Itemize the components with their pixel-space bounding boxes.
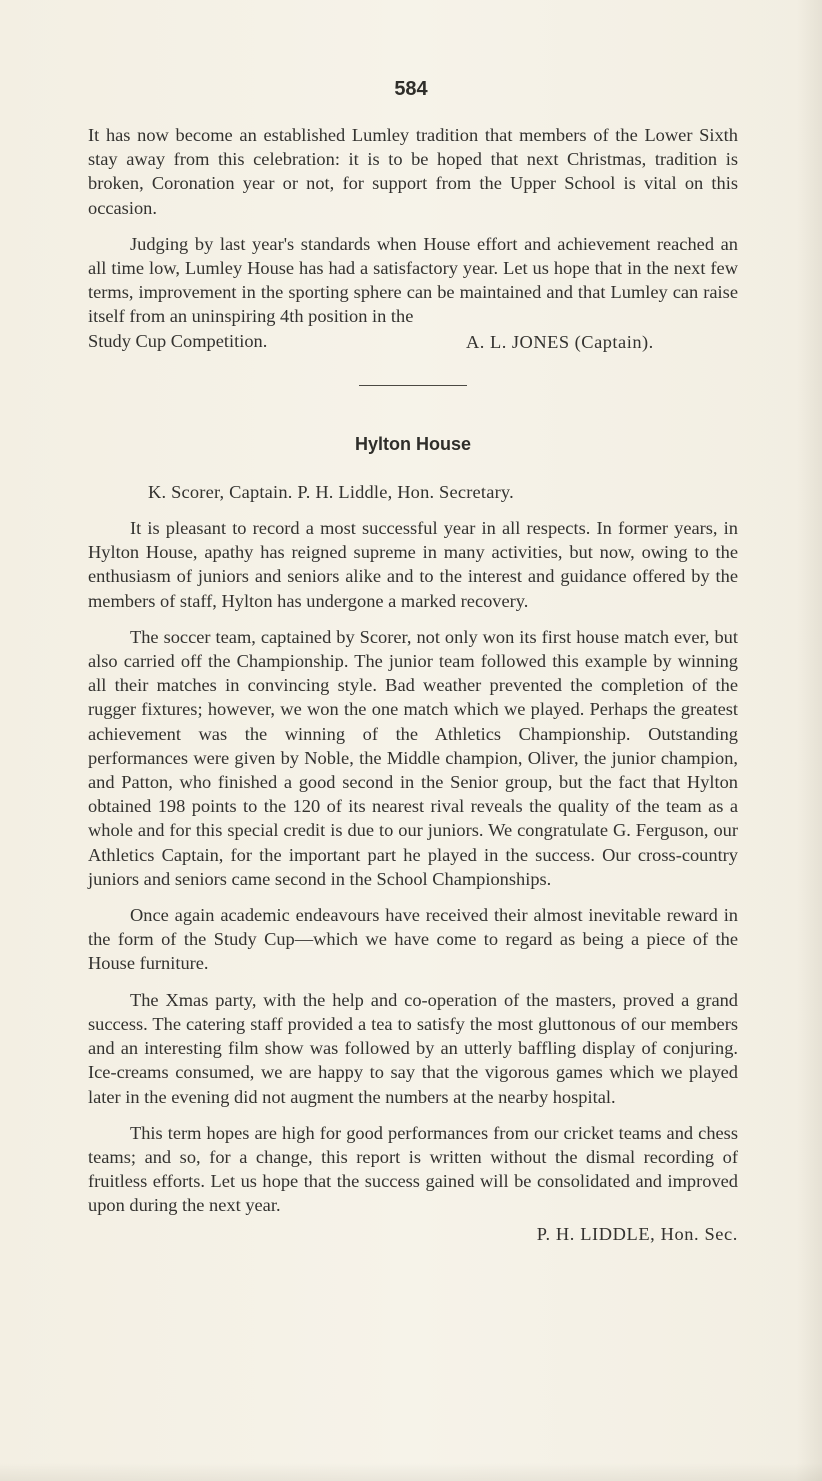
page-edge-shadow <box>796 0 822 1481</box>
hylton-paragraph-2: The soccer team, captained by Scorer, not only won its first house match ever, but also carried off the Championship. The junior team followed this example by winning all their matches in convincing style. Bad weather prevented the completion of the rugger fixtures; however, we won the one match which we played. Perhaps the greatest achievement was the winning of the Athletics Championship. Outstanding performances were given by Noble, the Middle champion, Oliver, the junior champion, and Patton, who finished a good second in the Senior group, but the fact that Hylton obtained 198 points to the 120 of its nearest rival reveals the quality of the team as a whole and for this special credit is due to our juniors. We congratulate G. Ferguson, our Athletics Captain, for the important part he played in the success. Our cross-country juniors and seniors came second in the School Championships. <box>88 626 738 889</box>
lumley-paragraph-2-end: Study Cup Competition. <box>88 330 268 351</box>
page-bottom-shadow <box>0 1463 822 1481</box>
section-heading: Hylton House <box>354 433 471 454</box>
lumley-paragraph-1: It has now become an established Lumley tradition that members of the Lower Sixth stay away from this celebration: it is to be hoped that next Christmas, tradition is broken, Coronation year or not, for support from the Upper School is vital on this occasion. <box>88 125 738 218</box>
article-body <box>88 123 738 1246</box>
hylton-paragraph-1: It is pleasant to record a most successful year in all respects. In former years, in Hylton House, apathy has reigned supreme in many activities, but now, owing to the enthusiasm of juniors and seniors alike and to the interest and guidance offered by the members of staff, Hylton has undergone a marked recovery. <box>88 518 738 611</box>
lumley-closing-row <box>88 329 738 355</box>
page-number: 584 <box>394 78 428 100</box>
hylton-paragraph-5: This term hopes are high for good performances from our cricket teams and chess teams; and so, for a change, this report is written without the dismal recording of fruitless efforts. Let us hope that the success gained will be consolidated and improved upon during the next year. <box>88 1122 738 1216</box>
lumley-paragraph-2: Judging by last year's standards when House effort and achievement reached an all time low, Lumley House has had a satisfactory year. Let us hope that in the next few terms, improvement in the sporting sphere can be maintained and that Lumley can raise itself from an uninspiring 4th position in the <box>88 233 738 327</box>
hylton-paragraph-4: The Xmas party, with the help and co-operation of the masters, proved a grand success. The catering staff provided a tea to satisfy the most gluttonous of our members and an interesting film show was followed by an utterly baffling display of conjuring. Ice-creams consumed, we are happy to say that the vigorous games which we played later in the evening did not augment the numbers at the nearby hospital. <box>88 989 738 1107</box>
hylton-paragraph-3: Once again academic endeavours have received their almost inevitable reward in the form of the Study Cup—which we have come to regard as being a piece of the House furniture. <box>88 905 738 974</box>
section-divider <box>359 385 467 386</box>
hylton-signature: P. H. LIDDLE, Hon. Sec. <box>536 1223 738 1244</box>
house-officers: K. Scorer, Captain. P. H. Liddle, Hon. Secretary. <box>148 481 514 502</box>
lumley-signature: A. L. JONES (Captain). <box>466 331 654 352</box>
